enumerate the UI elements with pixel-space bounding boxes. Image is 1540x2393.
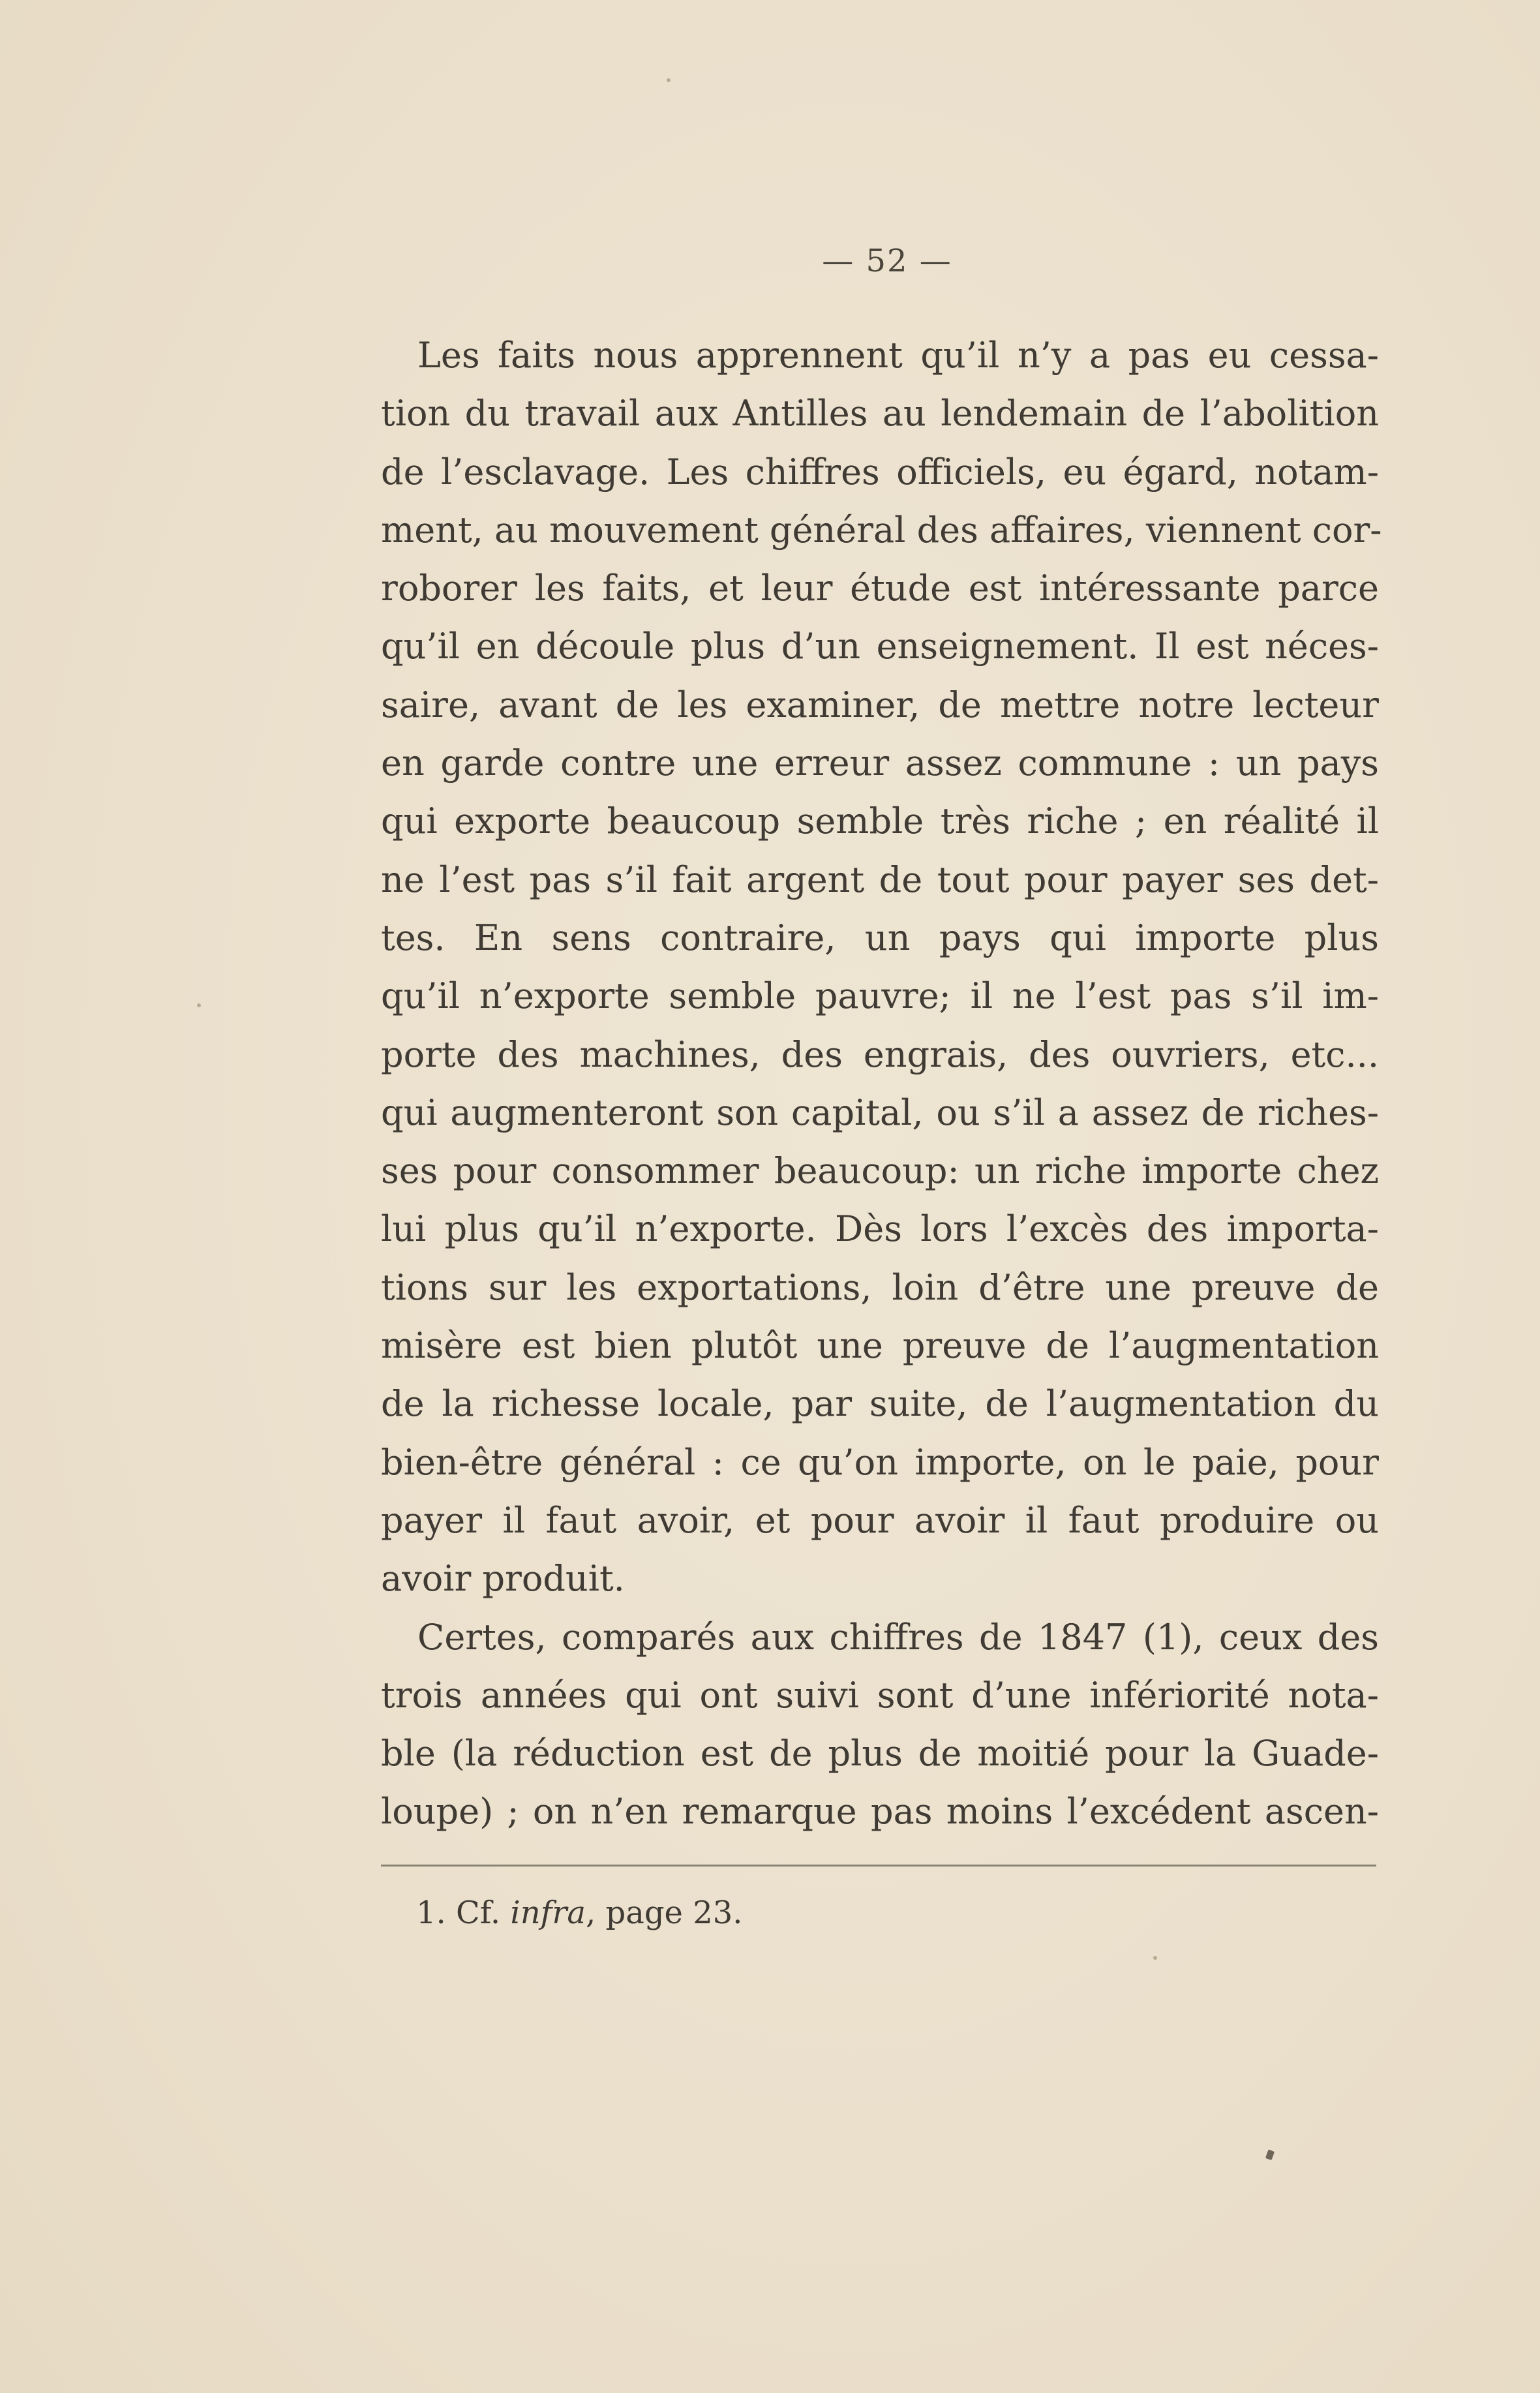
text-line: tion du travail aux Antilles au lendemain de l’abolition [381, 393, 1379, 434]
footnote-italic: infra [510, 1895, 586, 1931]
text-line: porte des machines, des engrais, des ouvriers, etc... [381, 1033, 1379, 1075]
text-line: avoir produit. [381, 1558, 625, 1600]
footnote-suffix: , page 23. [585, 1895, 743, 1931]
body-text [381, 326, 1382, 1841]
page-number: — 52 — [822, 243, 952, 279]
text-line: qu’il en découle plus d’un enseignement. Il est néces- [381, 626, 1379, 667]
text-line: tions sur les exportations, loin d’être une preuve de [381, 1266, 1379, 1308]
text-line: misère est bien plutôt une preuve de l’augmentation [381, 1325, 1379, 1367]
text-line: ment, au mouvement général des affaires, viennent cor- [381, 509, 1382, 551]
text-line: trois années qui ont suivi sont d’une infériorité nota- [381, 1674, 1379, 1716]
footnote-divider [381, 1865, 1376, 1867]
text-line: payer il faut avoir, et pour avoir il faut produire ou [381, 1499, 1379, 1541]
text-line: Les faits nous apprennent qu’il n’y a pas eu cessa- [417, 335, 1379, 376]
text-line: ses pour consommer beaucoup: un riche importe chez [381, 1150, 1379, 1192]
text-line: saire, avant de les examiner, de mettre notre lecteur [381, 684, 1379, 725]
text-line: lui plus qu’il n’exporte. Dès lors l’excès des importa- [381, 1208, 1379, 1250]
text-line: de l’esclavage. Les chiffres officiels, eu égard, notam- [381, 451, 1379, 493]
text-line: ble (la réduction est de plus de moitié pour la Guade- [381, 1733, 1379, 1775]
text-line: ne l’est pas s’il fait argent de tout pour payer ses det- [381, 859, 1379, 900]
paper-speck [197, 1003, 201, 1007]
text-line: de la richesse locale, par suite, de l’augmentation du [381, 1383, 1379, 1425]
footnote-prefix: 1. Cf. [416, 1895, 511, 1931]
text-line: en garde contre une erreur assez commune : un pays [381, 742, 1379, 784]
text-line: tes. En sens contraire, un pays qui importe plus [381, 917, 1379, 958]
paper-speck [1265, 2150, 1275, 2161]
footnote [416, 1887, 743, 1939]
text-line: qui exporte beaucoup semble très riche ; en réalité il [381, 800, 1379, 842]
text-line: roborer les faits, et leur étude est intéressante parce [381, 568, 1379, 609]
text-line: qu’il n’exporte semble pauvre; il ne l’est pas s’il im- [381, 975, 1379, 1017]
paper-speck [667, 78, 671, 82]
text-line: bien-être général : ce qu’on importe, on le paie, pour [381, 1441, 1379, 1483]
text-line: Certes, comparés aux chiffres de 1847 (1), ceux des [417, 1616, 1379, 1658]
paper-speck [1153, 1956, 1157, 1960]
text-line: qui augmenteront son capital, ou s’il a assez de riches- [381, 1091, 1379, 1133]
text-line: loupe) ; on n’en remarque pas moins l’excédent ascen- [381, 1791, 1379, 1833]
